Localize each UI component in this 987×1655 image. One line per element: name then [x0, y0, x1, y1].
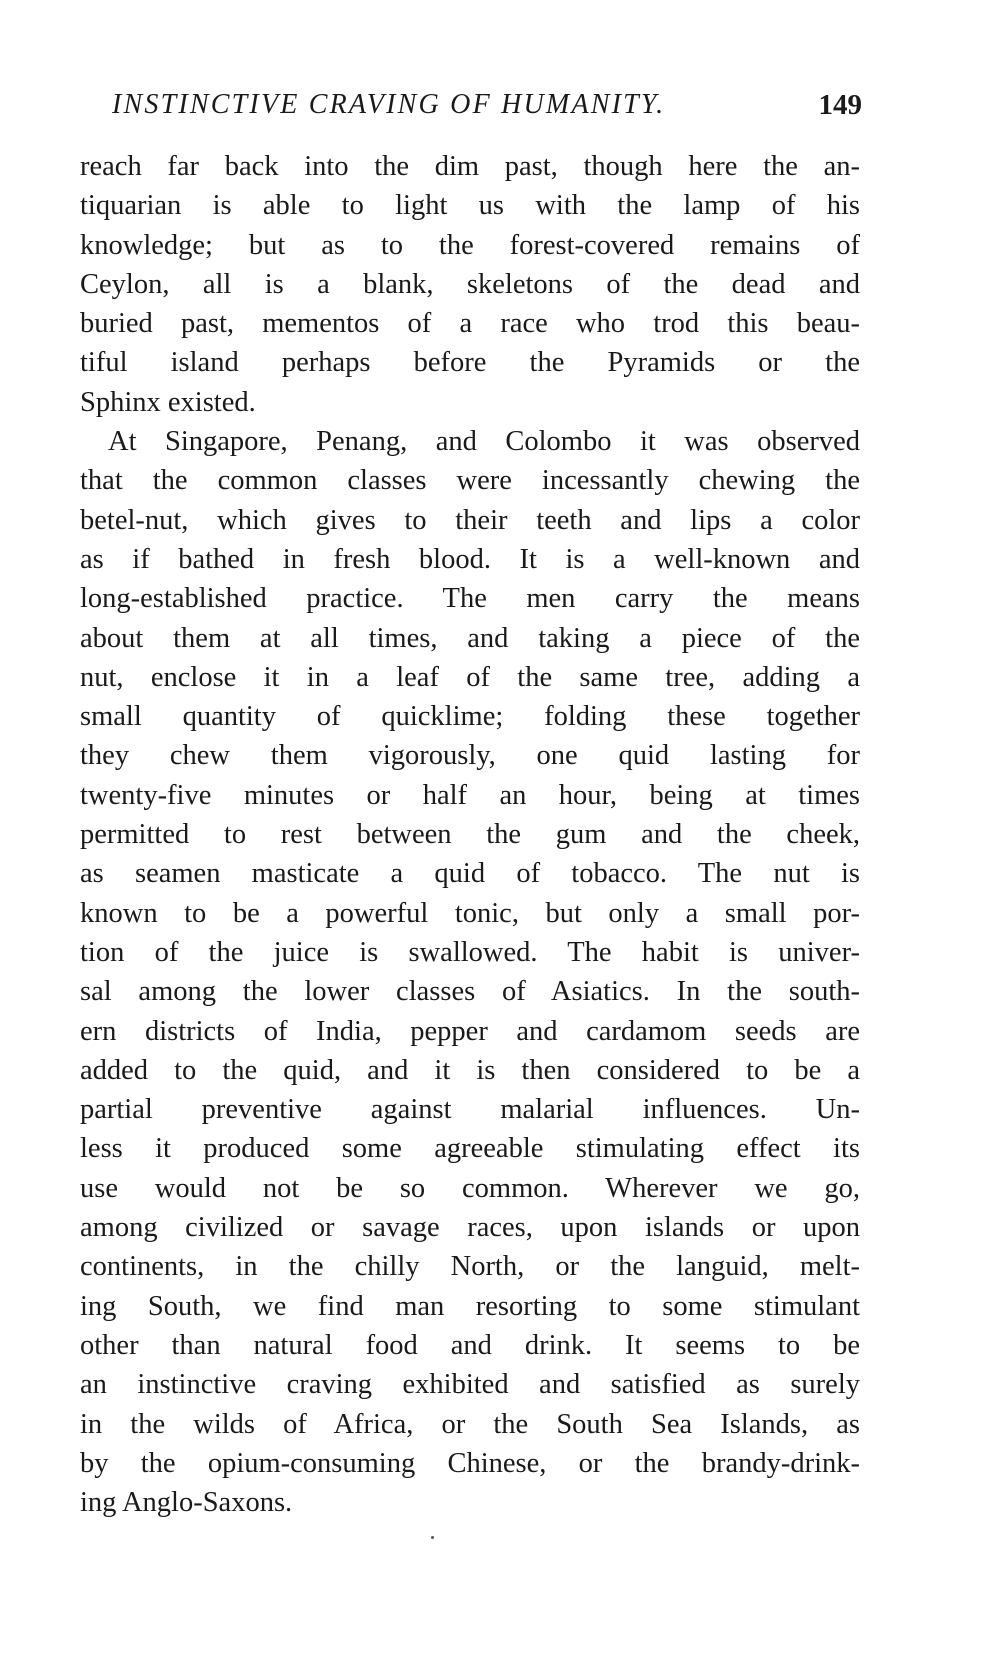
- text-line: among civilized or savage races, upon islands or upon: [80, 1212, 860, 1244]
- text-line: small quantity of quicklime; folding these together: [80, 701, 860, 733]
- text-line: betel-nut, which gives to their teeth and lips a color: [80, 504, 860, 536]
- text-line: tiquarian is able to light us with the lamp of his: [80, 190, 860, 222]
- text-line: known to be a powerful tonic, but only a small por-: [80, 897, 860, 929]
- text-line: ern districts of India, pepper and cardamom seeds are: [80, 1015, 860, 1047]
- text-line: partial preventive against malarial influences. Un-: [80, 1094, 860, 1126]
- text-line: use would not be so common. Wherever we go,: [80, 1172, 860, 1204]
- print-speck: [431, 1536, 434, 1539]
- body-text: [80, 147, 860, 1522]
- text-line: tion of the juice is swallowed. The habit is univer-: [80, 936, 860, 968]
- text-line: tiful island perhaps before the Pyramids or the: [80, 347, 860, 379]
- text-line: ing Anglo-Saxons.: [80, 1487, 293, 1519]
- page-number: 149: [818, 89, 862, 121]
- text-line: they chew them vigorously, one quid lasting for: [80, 740, 860, 772]
- text-line: less it produced some agreeable stimulating effect its: [80, 1133, 860, 1165]
- text-line: At Singapore, Penang, and Colombo it was observed: [108, 426, 860, 458]
- text-line: permitted to rest between the gum and the cheek,: [80, 819, 860, 851]
- text-line: twenty-five minutes or half an hour, being at times: [80, 779, 860, 811]
- text-line: reach far back into the dim past, though here the an-: [80, 151, 860, 182]
- text-line: ing South, we find man resorting to some stimulant: [80, 1290, 860, 1322]
- text-line: added to the quid, and it is then considered to be a: [80, 1054, 860, 1086]
- running-title: INSTINCTIVE CRAVING OF HUMANITY.: [112, 89, 666, 120]
- text-line: by the opium-consuming Chinese, or the brandy-drink-: [80, 1447, 860, 1479]
- running-head: [112, 85, 862, 125]
- text-line: long-established practice. The men carry the means: [80, 583, 860, 615]
- text-line: continents, in the chilly North, or the languid, melt-: [80, 1251, 860, 1283]
- text-line: sal among the lower classes of Asiatics. In the south-: [80, 976, 860, 1008]
- text-line: buried past, mementos of a race who trod this beau-: [80, 308, 860, 340]
- text-line: as if bathed in fresh blood. It is a well-known and: [80, 543, 860, 575]
- text-line: as seamen masticate a quid of tobacco. The nut is: [80, 858, 860, 890]
- text-line: nut, enclose it in a leaf of the same tree, adding a: [80, 661, 860, 693]
- text-line: an instinctive craving exhibited and satisfied as surely: [80, 1369, 860, 1401]
- text-line: other than natural food and drink. It seems to be: [80, 1329, 860, 1361]
- text-line: Sphinx existed.: [80, 386, 256, 418]
- text-line: about them at all times, and taking a piece of the: [80, 622, 860, 654]
- text-line: Ceylon, all is a blank, skeletons of the dead and: [80, 268, 860, 300]
- text-line: in the wilds of Africa, or the South Sea Islands, as: [80, 1408, 860, 1440]
- text-line: that the common classes were incessantly chewing the: [80, 465, 860, 497]
- text-line: knowledge; but as to the forest-covered remains of: [80, 229, 860, 261]
